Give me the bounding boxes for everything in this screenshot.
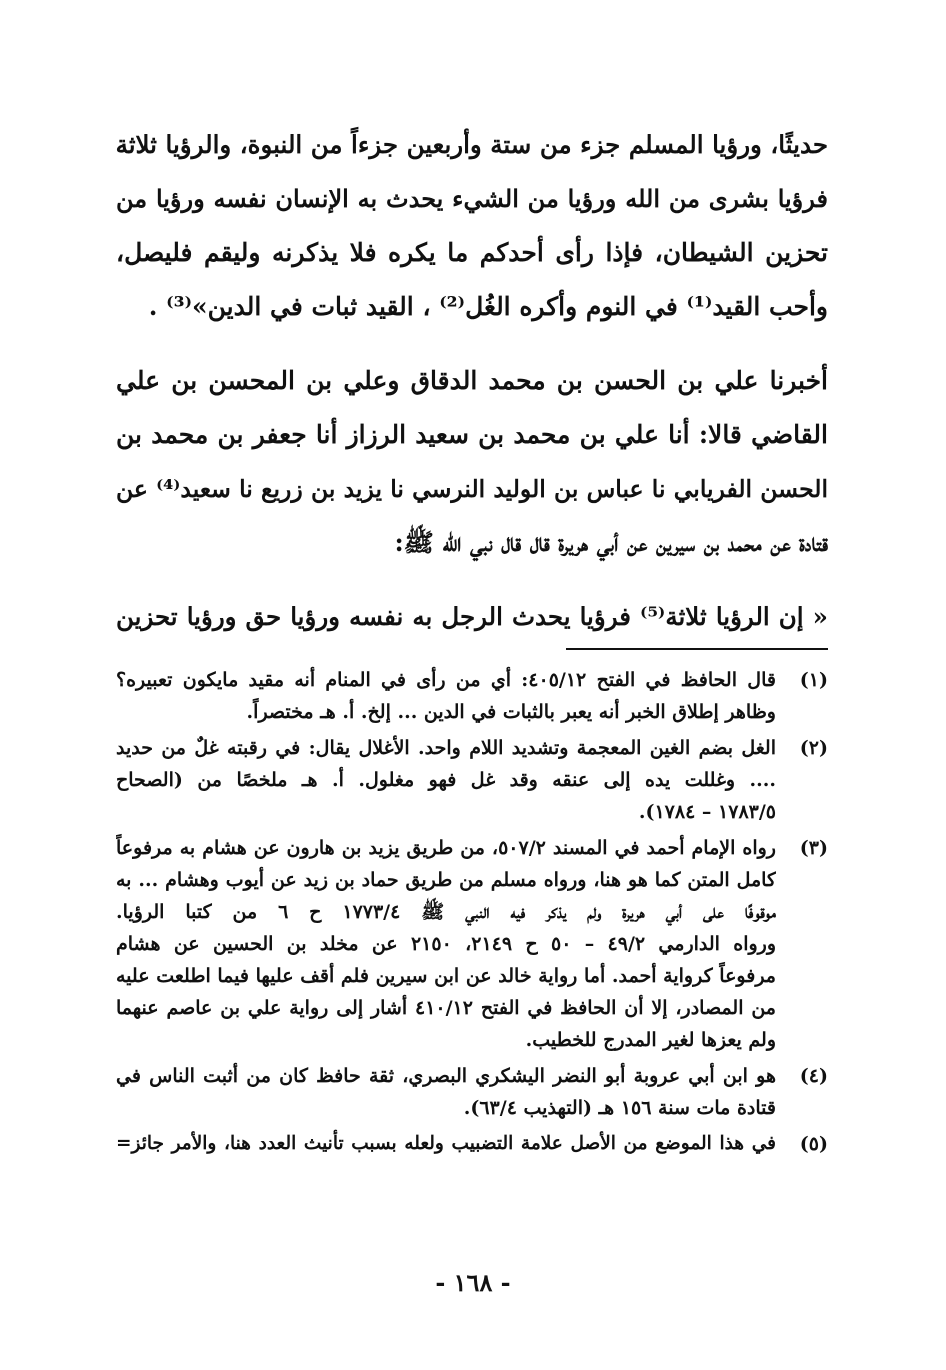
footnote-5 (116, 1128, 828, 1160)
footnote-separator (566, 648, 828, 650)
footnote-number: (٢) (799, 737, 828, 759)
footnote-line: .... وغللت يده إلى عنقه وقد غل فهو مغلول. أ. هـ ملخصًا من (الصحاح (116, 769, 776, 791)
footnote-line: الغل بضم الغين المعجمة وتشديد اللام واحد. الأغلال يقال: في رقبته غلٌ من حديد (116, 737, 776, 759)
footnote-line: ولم يعزها لغير المدرج للخطيب. (525, 1029, 776, 1051)
text-line: الحسن الفريابي نا عباس بن الوليد النرسي نا يزيد بن زريع نا سعيد⁽⁴⁾ عن (116, 475, 828, 503)
footnote-line: من المصادر، إلا أن الحافظ في الفتح ٤١٠/١٢ أشار إلى رواية علي بن عاصم عنهما (116, 997, 776, 1019)
text-line: قتادة عن محمد بن سيرين عن أبي هريرة قال قال نبي الله ﷺ: (394, 528, 828, 557)
footnote-number: (٣) (799, 837, 828, 859)
footnote-line: وظاهر إطلاق الخبر أنه يعبر بالثبات في الدين ... إلخ. أ. هـ مختصراً. (246, 701, 776, 723)
footnote-line: في هذا الموضع من الأصل علامة التضبيب ولعله بسبب تأنيث العدد هنا، والأمر جائز= (116, 1133, 776, 1154)
paragraph-isnad (116, 354, 828, 570)
footnote-1 (116, 664, 828, 728)
footnote-line: قال الحافظ في الفتح ٤٠٥/١٢: أي من رأى في المنام أنه مقيد مايكون تعبيره؟ (116, 669, 776, 691)
paragraph-gap (116, 334, 828, 354)
footnote-number: (٥) (799, 1133, 828, 1155)
footnote-number: (٤) (799, 1065, 828, 1087)
text-line: حديثًا، ورؤيا المسلم جزء من ستة وأربعين جزءاً من النبوة، والرؤيا ثلاثة (116, 130, 828, 159)
footnote-4 (116, 1060, 828, 1124)
text-line: وأحب القيد⁽¹⁾ في النوم وأكره الغُل⁽²⁾ ، القيد ثبات في الدين»⁽³⁾ . (148, 292, 828, 321)
footnote-line: موقوفًا على أبي هريرة ولم يذكر فيه النبي ﷺ ١٧٧٣/٤ ح ٦ من كتبا الرؤيا. (116, 901, 776, 923)
text-line: « إن الرؤيا ثلاثة⁽⁵⁾ فرؤيا يحدث الرجل به نفسه ورؤيا حق ورؤيا تحزين (116, 602, 828, 631)
footnote-line: هو ابن أبي عروبة أبو النضر اليشكري البصري، ثقة حافظ كان من أثبت الناس في (116, 1065, 776, 1087)
footnotes (116, 664, 828, 1164)
footnote-line: ١٧٨٣/٥ – ١٧٨٤). (638, 801, 776, 823)
footnote-line: مرفوعاً كرواية أحمد. أما رواية خالد عن ابن سيرين فلم أقف عليها فيما اطلعت عليه (116, 965, 776, 987)
footnote-line: كامل المتن كما هو هنا، ورواه مسلم من طريق حماد بن زيد عن أيوب وهشام ... به (116, 869, 776, 891)
paragraph-hadith-end (116, 118, 828, 334)
footnote-number: (١) (799, 669, 828, 691)
footnote-2 (116, 732, 828, 828)
paragraph-gap (116, 570, 828, 590)
footnote-line: ورواه الدارمي ٤٩/٢ – ٥٠ ح ٢١٤٩، ٢١٥٠ عن مخلد بن الحسين عن هشام (116, 933, 776, 955)
page-number: - ١٦٨ - (435, 1268, 511, 1297)
paragraph-hadith-start (116, 590, 828, 644)
footnote-line: قتادة مات سنة ١٥٦ هـ (التهذيب ٦٣/٤). (463, 1097, 776, 1119)
footnote-3 (116, 832, 828, 1056)
text-line: القاضي قالا: أنا علي بن محمد بن سعيد الرزاز أنا جعفر بن محمد بن (116, 420, 828, 449)
main-text (116, 118, 828, 644)
text-line: تحزين الشيطان، فإذا رأى أحدكم ما يكره فلا يذكرنه وليقم فليصل، (116, 238, 828, 267)
text-line: فرؤيا بشرى من الله ورؤيا من الشيء يحدث به الإنسان نفسه ورؤيا من (116, 184, 828, 213)
text-line: أخبرنا علي بن الحسن بن محمد الدقاق وعلي بن المحسن بن علي (116, 366, 828, 395)
footnote-line: رواه الإمام أحمد في المسند ٥٠٧/٢، من طريق يزيد بن هارون عن هشام به مرفوعاً (116, 837, 776, 859)
